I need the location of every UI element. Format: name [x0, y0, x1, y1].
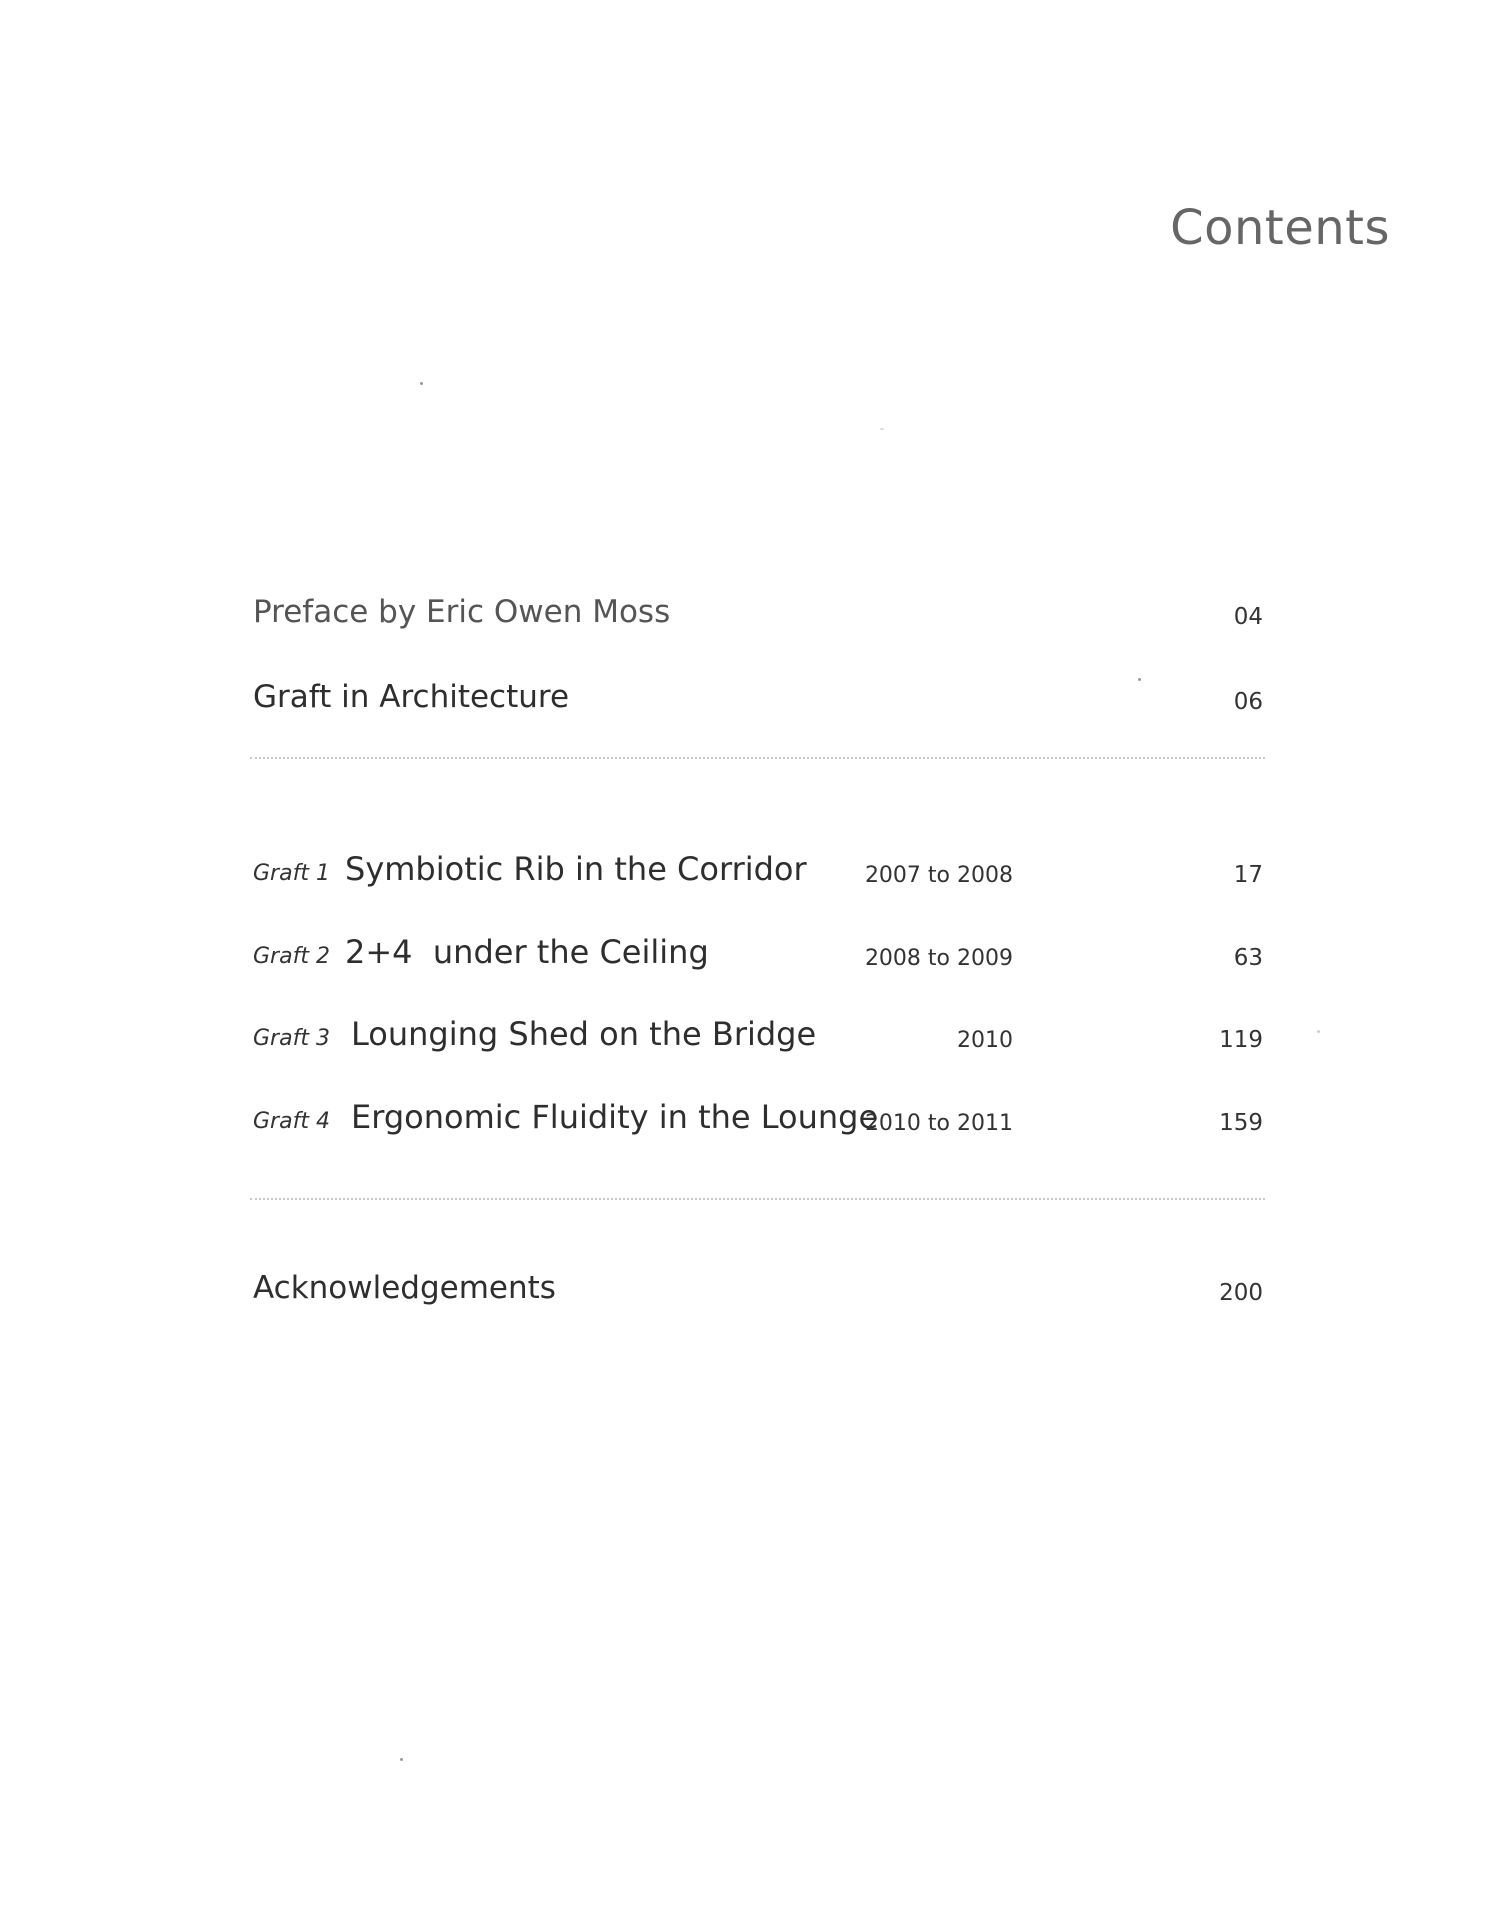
toc-entry-title: Graft in Architecture	[253, 679, 570, 715]
toc-entry-graft-2[interactable]	[253, 921, 1263, 971]
page-title: Contents	[1170, 200, 1390, 256]
scan-speck	[880, 428, 884, 430]
graft-years: 2007 to 2008	[864, 863, 1013, 888]
toc-entry-graft-in-architecture[interactable]	[253, 665, 1263, 715]
graft-years: 2010 to 2011	[864, 1111, 1013, 1136]
graft-years: 2010	[957, 1028, 1013, 1053]
section-divider	[250, 1198, 1265, 1200]
graft-label: Graft 4	[253, 1109, 330, 1134]
graft-title: Lounging Shed on the Bridge	[351, 1015, 817, 1053]
scan-speck	[400, 1758, 403, 1761]
toc-entry-acknowledgements[interactable]	[253, 1256, 1263, 1306]
section-divider	[250, 757, 1265, 759]
toc-entry-title: Preface by Eric Owen Moss	[253, 594, 671, 630]
toc-entry-graft-3[interactable]	[253, 1003, 1263, 1053]
graft-label: Graft 3	[253, 1026, 330, 1051]
toc-entry-graft-1[interactable]	[253, 838, 1263, 888]
toc-entry-page-number: 200	[1219, 1280, 1263, 1306]
toc-entry-title: Acknowledgements	[253, 1270, 556, 1306]
toc-entry-page-number: 04	[1233, 604, 1263, 630]
graft-title: Symbiotic Rib in the Corridor	[345, 850, 807, 888]
toc-entry-page-number: 159	[1219, 1110, 1263, 1136]
toc-entry-preface[interactable]	[253, 580, 1263, 630]
graft-years: 2008 to 2009	[864, 946, 1013, 971]
toc-entry-page-number: 119	[1219, 1027, 1263, 1053]
toc-entry-page-number: 17	[1233, 862, 1263, 888]
scan-speck	[1317, 1030, 1320, 1033]
scan-speck	[420, 382, 423, 385]
scan-speck	[1138, 678, 1141, 681]
toc-entry-graft-4[interactable]	[253, 1086, 1263, 1136]
graft-title: 2+4 under the Ceiling	[345, 933, 709, 971]
graft-label: Graft 1	[253, 861, 330, 886]
graft-title: Ergonomic Fluidity in the Lounge	[351, 1098, 879, 1136]
toc-entry-page-number: 06	[1233, 689, 1263, 715]
graft-label: Graft 2	[253, 944, 330, 969]
toc-entry-page-number: 63	[1233, 945, 1263, 971]
